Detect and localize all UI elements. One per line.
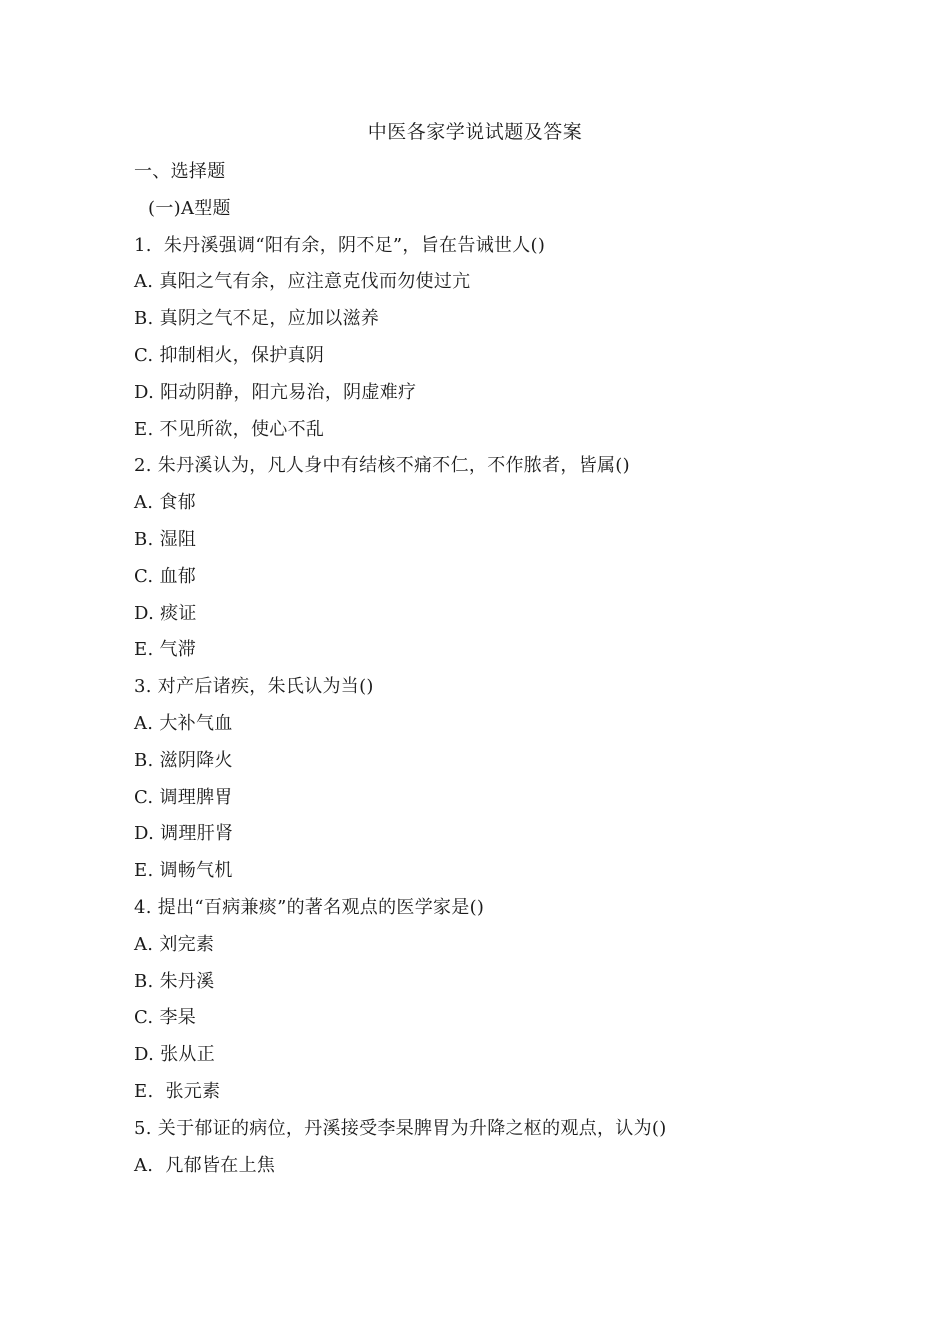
option-a: A. 大补气血 <box>134 712 233 734</box>
option-b: B. 滋阴降火 <box>134 749 233 771</box>
question-stem: 2. 朱丹溪认为，凡人身中有结核不痛不仁，不作脓者，皆属() <box>134 455 630 477</box>
question-2 <box>134 448 834 669</box>
subsection-heading: (一)A型题 <box>148 197 231 219</box>
option-c: C. 李杲 <box>134 1007 197 1029</box>
question-5 <box>134 1111 834 1185</box>
option-d: D. 调理肝肾 <box>134 823 234 845</box>
question-stem: 4. 提出“百病兼痰”的著名观点的医学家是() <box>134 896 485 918</box>
option-b: B. 湿阻 <box>134 528 197 550</box>
document-title: 中医各家学说试题及答案 <box>367 121 583 143</box>
document-body <box>134 154 834 1184</box>
question-1 <box>134 228 834 449</box>
option-d: D. 痰证 <box>134 602 197 624</box>
option-e: E. 张元素 <box>134 1080 221 1102</box>
option-d: D. 阳动阴静，阳亢易治，阴虚难疗 <box>134 381 417 403</box>
question-stem: 3. 对产后诸疾，朱氏认为当() <box>134 676 374 698</box>
option-d: D. 张从正 <box>134 1044 216 1066</box>
option-a: A. 真阳之气有余，应注意克伐而勿使过亢 <box>134 271 471 293</box>
option-b: B. 真阴之气不足，应加以滋养 <box>134 308 380 330</box>
option-c: C. 调理脾胃 <box>134 786 233 808</box>
question-stem: 5. 关于郁证的病位，丹溪接受李杲脾胃为升降之枢的观点，认为() <box>134 1117 667 1139</box>
question-4 <box>134 890 834 1111</box>
question-stem: 1. 朱丹溪强调“阳有余，阴不足”，旨在告诫世人() <box>134 234 546 256</box>
option-e: E. 气滞 <box>134 639 197 661</box>
section-heading: 一、选择题 <box>134 161 226 182</box>
option-c: C. 血郁 <box>134 565 197 587</box>
option-e: E. 调畅气机 <box>134 860 233 882</box>
option-b: B. 朱丹溪 <box>134 970 215 992</box>
option-a: A. 刘完素 <box>134 933 215 955</box>
option-e: E. 不见所欲，使心不乱 <box>134 418 325 440</box>
option-a: A. 凡郁皆在上焦 <box>134 1154 276 1176</box>
question-3 <box>134 669 834 890</box>
option-a: A. 食郁 <box>134 492 196 514</box>
option-c: C. 抑制相火，保护真阴 <box>134 344 325 366</box>
